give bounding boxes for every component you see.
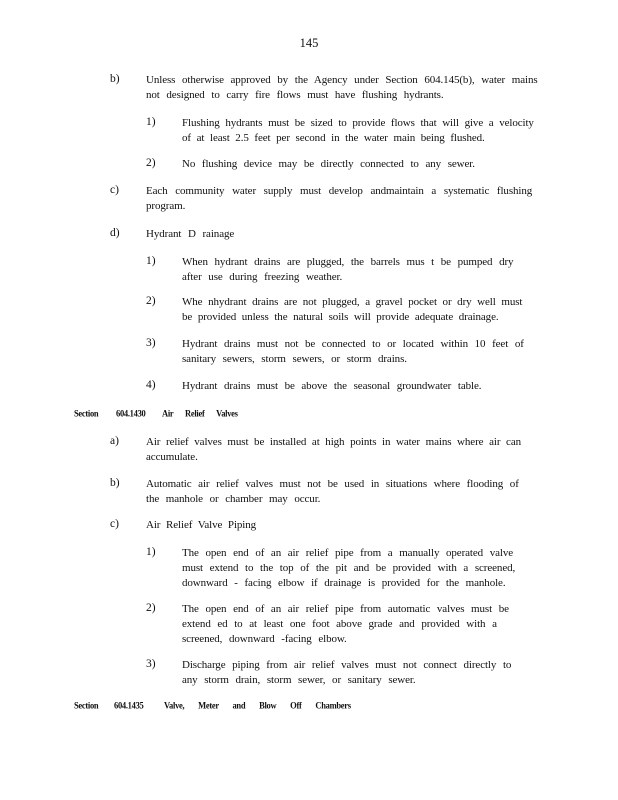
item-text: When hydrant drains are plugged, the barrels mus t be pumped dry after use during freezing weather. <box>182 256 514 283</box>
item-text: The open end of an air relief pipe from automatic valves must be extend ed to at least one foot above grade and provided with a screened, downward -facing elbow. <box>182 603 509 645</box>
item-label: 1) <box>146 255 156 267</box>
section-title: Valve, Meter and Blow Off Chambers <box>164 700 351 711</box>
section-number: 604.1430 <box>116 408 146 419</box>
section-word: Section <box>74 408 99 419</box>
item-text: Air relief valves must be installed at high points in water mains where air can accumulate. <box>146 436 521 463</box>
item-text: Whe nhydrant drains are not plugged, a gravel pocket or dry well must be provided unless the natural soils will provide adequate drainage. <box>182 296 523 323</box>
item-label: 2) <box>146 295 156 307</box>
section-title: Air Relief Valves <box>162 408 238 419</box>
item-text: Hydrant drains must not be connected to or located within 10 feet of sanitary sewers, storm sewers, or storm drains. <box>182 338 524 365</box>
item-text: The open end of an air relief pipe from a manually operated valve must extend to the top of the pit and be provided with a screened, downward - facing elbow if drainage is provided for the manhole. <box>182 547 516 589</box>
item-heading: Hydrant D rainage <box>146 228 235 240</box>
item-heading: Air Relief Valve Piping <box>146 519 257 531</box>
item-label: b) <box>110 73 120 85</box>
item-text: Automatic air relief valves must not be used in situations where flooding of the manhole or chamber may occur. <box>146 478 519 505</box>
item-label: c) <box>110 184 119 196</box>
item-text: Each community water supply must develop andmaintain a systematic flushing program. <box>146 185 533 212</box>
item-label: 1) <box>146 116 156 128</box>
item-label: c) <box>110 518 119 530</box>
item-text: Unless otherwise approved by the Agency under Section 604.145(b), water mains not designed to carry fire flows must have flushing hydrants. <box>146 74 538 101</box>
section-word: Section <box>74 700 99 711</box>
item-label: 3) <box>146 337 156 349</box>
item-text: Flushing hydrants must be sized to provide flows that will give a velocity of at least 2.5 feet per second in the water main being flushed. <box>182 117 534 144</box>
item-text: Discharge piping from air relief valves must not connect directly to any storm drain, storm sewer, or sanitary sewer. <box>182 659 512 686</box>
item-label: 4) <box>146 379 156 391</box>
item-label: b) <box>110 477 120 489</box>
item-label: d) <box>110 227 120 239</box>
page-number: 145 <box>299 36 319 50</box>
item-label: 2) <box>146 602 156 614</box>
item-text: Hydrant drains must be above the seasonal groundwater table. <box>182 380 482 392</box>
section-number: 604.1435 <box>114 700 144 711</box>
item-label: a) <box>110 435 119 447</box>
item-text: No flushing device may be directly connected to any sewer. <box>182 158 475 170</box>
item-label: 1) <box>146 546 156 558</box>
item-label: 3) <box>146 658 156 670</box>
item-label: 2) <box>146 157 156 169</box>
